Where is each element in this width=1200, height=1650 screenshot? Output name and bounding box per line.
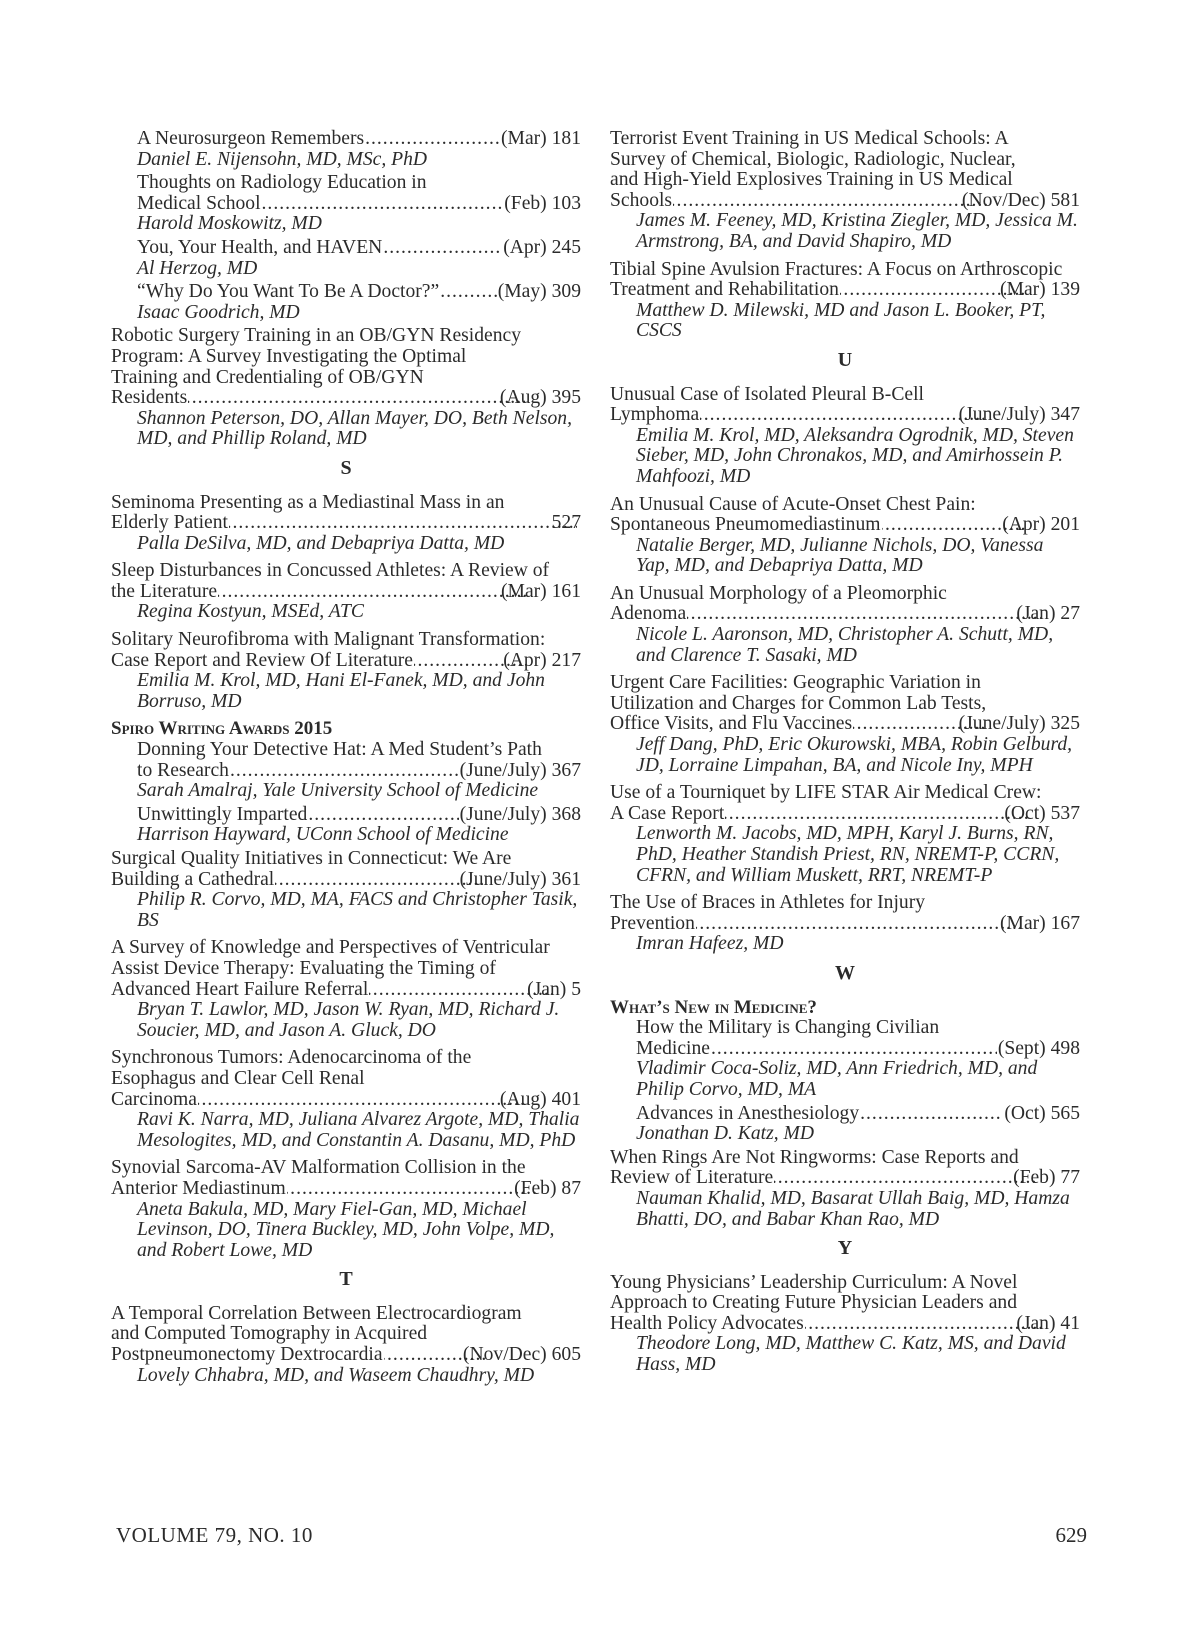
title-text: Prevention bbox=[610, 912, 695, 934]
entry-leader-line bbox=[137, 129, 581, 150]
entry-leader-line bbox=[610, 189, 1080, 212]
leader-dots bbox=[230, 761, 459, 782]
index-entry bbox=[610, 783, 1080, 886]
issue-page-ref: (Jan) 27 bbox=[1016, 603, 1080, 625]
leader-dots bbox=[860, 1104, 1003, 1125]
issue-page-ref: (Sept) 498 bbox=[997, 1037, 1080, 1059]
volume-footer: VOLUME 79, NO. 10 bbox=[116, 1523, 313, 1547]
title-line: Robotic Surgery Training in an OB/GYN Residency bbox=[111, 325, 522, 347]
entry-leader-line bbox=[636, 1039, 1080, 1060]
entry-authors: Harrison Hayward, UConn School of Medicine bbox=[137, 824, 509, 846]
entry-title bbox=[137, 238, 581, 259]
entry-authors: Al Herzog, MD bbox=[137, 257, 258, 279]
title-text: You, Your Health, and HAVEN bbox=[137, 236, 383, 258]
issue-page-ref: (Oct) 565 bbox=[1004, 1102, 1080, 1124]
index-entry bbox=[111, 1304, 581, 1386]
title-line: Young Physicians’ Leadership Curriculum: A Novel bbox=[610, 1271, 1018, 1293]
title-line: Assist Device Therapy: Evaluating the Timing of bbox=[111, 957, 496, 979]
entry-title bbox=[111, 1158, 581, 1199]
entry-title bbox=[610, 129, 1080, 211]
title-line: Program: A Survey Investigating the Optimal bbox=[111, 345, 467, 367]
issue-page-ref: (June/July) 367 bbox=[459, 759, 581, 781]
title-line: A Temporal Correlation Between Electrocardiogram bbox=[111, 1302, 522, 1324]
title-text: “Why Do You Want To Be A Doctor?” bbox=[137, 281, 440, 303]
entry-title bbox=[610, 1273, 1080, 1335]
title-line: Surgical Quality Initiatives in Connecticut: We Are bbox=[111, 848, 512, 869]
entry-leader-line bbox=[610, 279, 1080, 301]
entry-leader-line bbox=[610, 1312, 1080, 1335]
title-line: Thoughts on Radiology Education in bbox=[137, 172, 427, 194]
leader-dots bbox=[369, 980, 552, 1001]
section-heading: Spiro Writing Awards 2015 bbox=[111, 718, 333, 740]
leader-dots bbox=[287, 1179, 539, 1200]
title-line: Solitary Neurofibroma with Malignant Transformation: bbox=[111, 629, 546, 651]
entry-title bbox=[111, 1304, 581, 1366]
title-line: Seminoma Presenting as a Mediastinal Mass in an bbox=[111, 491, 505, 513]
entry-title bbox=[111, 326, 581, 408]
section-letter: U bbox=[837, 348, 853, 371]
leader-dots bbox=[673, 191, 987, 212]
title-line: Esophagus and Clear Cell Renal bbox=[111, 1067, 365, 1089]
entry-authors: Theodore Long, MD, Matthew C. Katz, MS, and David Hass, MD bbox=[636, 1333, 1066, 1376]
issue-page-ref: (Mar) 181 bbox=[501, 128, 581, 149]
index-entry bbox=[137, 238, 581, 279]
title-line: Unusual Case of Isolated Pleural B-Cell bbox=[610, 383, 924, 405]
entry-authors: Bryan T. Lawlor, MD, Jason W. Ryan, MD, Richard J. Soucier, MD, and Jason A. Gluck, DO bbox=[137, 999, 560, 1041]
entry-authors: Vladimir Coca-Soliz, MD, Ann Friedrich, MD, and Philip Corvo, MD, MA bbox=[636, 1058, 1038, 1100]
leader-dots bbox=[229, 513, 577, 534]
entry-authors: Lovely Chhabra, MD, and Waseem Chaudhry, MD bbox=[137, 1364, 535, 1386]
title-text: Adenoma bbox=[610, 603, 687, 625]
index-entry bbox=[610, 260, 1080, 342]
entry-authors: Imran Hafeez, MD bbox=[636, 933, 784, 955]
entry-title bbox=[111, 561, 581, 602]
index-entry bbox=[137, 282, 581, 323]
title-text: Treatment and Rehabilitation bbox=[610, 279, 839, 301]
index-entry bbox=[610, 495, 1080, 577]
index-entry bbox=[610, 1273, 1080, 1376]
issue-page-ref: (June/July) 368 bbox=[459, 803, 581, 825]
title-text: Carcinoma bbox=[111, 1088, 197, 1110]
title-line: Synovial Sarcoma-AV Malformation Collision in the bbox=[111, 1157, 526, 1179]
issue-page-ref: (Oct) 537 bbox=[1004, 802, 1080, 824]
entry-leader-line bbox=[111, 580, 581, 603]
title-line: The Use of Braces in Athletes for Injury bbox=[610, 892, 926, 914]
issue-page-ref: (Nov/Dec) 581 bbox=[961, 189, 1080, 211]
issue-page-ref: (May) 309 bbox=[497, 281, 581, 303]
index-entry bbox=[610, 893, 1080, 955]
page-number: 629 bbox=[1055, 1523, 1087, 1547]
entry-authors: Natalie Berger, MD, Julianne Nichols, DO, Vanessa Yap, MD, and Debapriya Datta, MD bbox=[636, 534, 1044, 577]
entry-leader-line bbox=[111, 387, 581, 409]
title-text: Lymphoma bbox=[610, 404, 700, 426]
entry-title bbox=[137, 740, 581, 781]
title-line: Approach to Creating Future Physician Leaders and bbox=[610, 1292, 1018, 1314]
issue-page-ref: (Jan) 41 bbox=[1016, 1312, 1080, 1334]
entry-authors: Aneta Bakula, MD, Mary Fiel-Gan, MD, Michael Levinson, DO, Tinera Buckley, MD, John Volpe, MD, and Robert Lowe, MD bbox=[137, 1198, 555, 1261]
leader-dots bbox=[383, 238, 502, 259]
left-column bbox=[111, 129, 581, 1393]
leader-dots bbox=[275, 870, 484, 891]
entry-leader-line bbox=[111, 1177, 581, 1200]
leader-dots bbox=[188, 388, 525, 409]
entry-leader-line bbox=[610, 802, 1080, 825]
entry-leader-line bbox=[111, 649, 581, 672]
entry-authors: Matthew D. Milewski, MD and Jason L. Booker, PT, CSCS bbox=[636, 299, 1046, 342]
leader-dots bbox=[218, 582, 526, 603]
title-line: Utilization and Charges for Common Lab Tests, bbox=[610, 692, 987, 714]
title-text: Health Policy Advocates bbox=[610, 1312, 804, 1334]
leader-dots bbox=[262, 194, 504, 215]
issue-page-ref: (June/July) 325 bbox=[958, 713, 1080, 735]
index-entry bbox=[111, 938, 581, 1041]
entry-title bbox=[610, 1148, 1080, 1189]
entry-leader-line bbox=[137, 238, 581, 259]
entry-authors: Shannon Peterson, DO, Allan Mayer, DO, Beth Nelson, MD, and Phillip Roland, MD bbox=[137, 407, 573, 450]
entry-title bbox=[610, 495, 1080, 536]
entry-authors: Palla DeSilva, MD, and Debapriya Datta, MD bbox=[137, 532, 505, 554]
entry-authors: James M. Feeney, MD, Kristina Ziegler, MD, Jessica M. Armstrong, BA, and David Shapiro, MD bbox=[636, 210, 1078, 252]
section-letter: S bbox=[340, 456, 352, 479]
issue-page-ref: (June/July) 361 bbox=[459, 868, 581, 890]
entry-authors: Emilia M. Krol, MD, Hani El-Fanek, MD, and John Borruso, MD bbox=[137, 670, 545, 712]
index-entry bbox=[137, 740, 581, 802]
entry-authors: Jonathan D. Katz, MD bbox=[636, 1123, 814, 1145]
entry-authors: Jeff Dang, PhD, Eric Okurowski, MBA, Robin Gelburd, JD, Lorraine Limpahan, BA, and Nicole Iny, MPH bbox=[636, 734, 1073, 776]
title-text: Medicine bbox=[636, 1037, 710, 1059]
index-entry bbox=[610, 584, 1080, 666]
title-text: Spontaneous Pneumomediastinum bbox=[610, 514, 881, 536]
index-entry bbox=[610, 385, 1080, 488]
title-text: Advanced Heart Failure Referral bbox=[111, 978, 369, 1000]
leader-dots bbox=[365, 129, 500, 150]
right-column bbox=[610, 129, 1080, 1383]
leader-dots bbox=[725, 804, 1029, 825]
entry-title bbox=[111, 938, 581, 1000]
issue-page-ref: (Mar) 167 bbox=[1000, 912, 1080, 934]
title-line: and Computed Tomography in Acquired bbox=[111, 1323, 428, 1345]
leader-dots bbox=[774, 1168, 1038, 1189]
entry-authors: Isaac Goodrich, MD bbox=[137, 301, 300, 323]
issue-page-ref: (Apr) 201 bbox=[1002, 514, 1080, 536]
title-line: Tibial Spine Avulsion Fractures: A Focus on Arthroscopic bbox=[610, 258, 1063, 280]
issue-page-ref: (Feb) 103 bbox=[504, 192, 581, 214]
issue-page-ref: (Mar) 139 bbox=[1000, 279, 1080, 301]
leader-dots bbox=[700, 405, 983, 426]
issue-page-ref: (Jan) 5 bbox=[527, 978, 581, 1000]
leader-dots bbox=[805, 1314, 1042, 1335]
entry-leader-line bbox=[137, 194, 581, 215]
leader-dots bbox=[440, 282, 497, 303]
title-text: Unwittingly Imparted bbox=[137, 803, 308, 825]
index-entry bbox=[111, 630, 581, 712]
title-line: Sleep Disturbances in Concussed Athletes: A Review of bbox=[111, 560, 550, 582]
section-letter: T bbox=[339, 1268, 353, 1291]
title-line: How the Military is Changing Civilian bbox=[636, 1017, 940, 1039]
title-text: Postpneumonectomy Dextrocardia bbox=[111, 1344, 383, 1366]
title-text: A Neurosurgeon Remembers bbox=[137, 128, 365, 149]
entry-title bbox=[610, 584, 1080, 625]
entry-leader-line bbox=[137, 761, 581, 782]
issue-page-ref: 527 bbox=[551, 512, 581, 534]
entry-title bbox=[137, 173, 581, 214]
entry-authors: Lenworth M. Jacobs, MD, MPH, Karyl J. Burns, RN, PhD, Heather Standish Priest, RN, NREMT-P, CCRN, CFRN, and William Muskett, RRT, NREMT-P bbox=[636, 823, 1060, 886]
index-entry bbox=[137, 173, 581, 235]
title-text: A Case Report bbox=[610, 802, 725, 824]
leader-dots bbox=[696, 914, 1025, 935]
title-text: Building a Cathedral bbox=[111, 868, 275, 890]
issue-page-ref: (Feb) 77 bbox=[1013, 1167, 1080, 1189]
title-line: and High-Yield Explosives Training in US Medical bbox=[610, 169, 1013, 191]
index-entry bbox=[610, 129, 1080, 253]
title-text: Elderly Patient bbox=[111, 512, 228, 534]
issue-page-ref: (Mar) 161 bbox=[501, 580, 581, 602]
entry-leader-line bbox=[636, 1104, 1080, 1125]
entry-title bbox=[636, 1104, 1080, 1125]
entry-leader-line bbox=[610, 1167, 1080, 1189]
entry-title bbox=[111, 1048, 581, 1110]
title-text: Advances in Anesthesiology bbox=[636, 1102, 860, 1124]
title-line: Use of a Tourniquet by LIFE STAR Air Medical Crew: bbox=[610, 782, 1042, 804]
entry-authors: Philip R. Corvo, MD, MA, FACS and Christopher Tasik, BS bbox=[137, 889, 578, 931]
entry-authors: Nicole L. Aaronson, MD, Christopher A. Schutt, MD, and Clarence T. Sasaki, MD bbox=[636, 624, 1054, 666]
leader-dots bbox=[711, 1039, 997, 1060]
index-entry bbox=[610, 1148, 1080, 1230]
title-line: Donning Your Detective Hat: A Med Student’s Path bbox=[137, 739, 542, 761]
entry-title bbox=[610, 260, 1080, 301]
index-entry bbox=[111, 493, 581, 555]
entry-leader-line bbox=[137, 282, 581, 303]
leader-dots bbox=[308, 805, 458, 826]
title-line: Urgent Care Facilities: Geographic Variation in bbox=[610, 672, 981, 694]
title-line: Terrorist Event Training in US Medical Schools: A bbox=[610, 128, 1009, 149]
title-text: Case Report and Review Of Literature bbox=[111, 649, 413, 671]
entry-title bbox=[137, 282, 581, 303]
entry-authors: Harold Moskowitz, MD bbox=[137, 213, 322, 235]
index-entry bbox=[111, 561, 581, 623]
leader-dots bbox=[687, 604, 1041, 625]
index-entry bbox=[636, 1018, 1080, 1100]
title-text: Anterior Mediastinum bbox=[111, 1177, 286, 1199]
entry-leader-line bbox=[111, 512, 581, 534]
issue-page-ref: (Nov/Dec) 605 bbox=[462, 1344, 581, 1366]
index-entry bbox=[137, 805, 581, 846]
issue-page-ref: (Aug) 395 bbox=[499, 387, 581, 409]
leader-dots bbox=[840, 280, 1025, 301]
index-entry bbox=[111, 326, 581, 450]
title-line: Synchronous Tumors: Adenocarcinoma of the bbox=[111, 1047, 472, 1069]
entry-authors: Regina Kostyun, MSEd, ATC bbox=[137, 601, 364, 623]
entry-leader-line bbox=[610, 713, 1080, 735]
entry-title bbox=[636, 1018, 1080, 1059]
entry-leader-line bbox=[610, 603, 1080, 625]
entry-leader-line bbox=[610, 514, 1080, 536]
entry-title bbox=[610, 385, 1080, 426]
issue-page-ref: (Apr) 217 bbox=[503, 649, 581, 671]
entry-leader-line bbox=[137, 805, 581, 826]
index-entry bbox=[111, 849, 581, 931]
entry-authors: Nauman Khalid, MD, Basarat Ullah Baig, MD, Hamza Bhatti, DO, and Babar Khan Rao, MD bbox=[636, 1187, 1070, 1230]
title-line: Survey of Chemical, Biologic, Radiologic, Nuclear, bbox=[610, 148, 1016, 170]
entry-authors: Emilia M. Krol, MD, Aleksandra Ogrodnik, MD, Steven Sieber, MD, John Chronakos, MD, and Amirhossein P. Mahfoozi, MD bbox=[636, 424, 1074, 487]
index-entry bbox=[137, 129, 581, 170]
entry-title bbox=[137, 805, 581, 826]
title-text: Office Visits, and Flu Vaccines bbox=[610, 713, 853, 735]
entry-leader-line bbox=[610, 912, 1080, 935]
entry-title bbox=[610, 783, 1080, 824]
entry-leader-line bbox=[111, 1088, 581, 1111]
section-letter: Y bbox=[837, 1237, 853, 1260]
issue-page-ref: (Apr) 245 bbox=[503, 236, 581, 258]
index-entry bbox=[636, 1104, 1080, 1145]
title-line: Training and Credentialing of OB/GYN bbox=[111, 366, 424, 388]
entry-leader-line bbox=[111, 1344, 581, 1366]
title-text: to Research bbox=[137, 759, 229, 781]
entry-leader-line bbox=[111, 868, 581, 891]
entry-authors: Daniel E. Nijensohn, MD, MSc, PhD bbox=[137, 148, 428, 170]
title-line: An Unusual Morphology of a Pleomorphic bbox=[610, 582, 947, 604]
title-text: Review of Literature bbox=[610, 1167, 774, 1189]
title-line: When Rings Are Not Ringworms: Case Reports and bbox=[610, 1146, 1019, 1168]
title-text: the Literature bbox=[111, 580, 218, 602]
issue-page-ref: (Aug) 401 bbox=[499, 1088, 581, 1110]
title-line: A Survey of Knowledge and Perspectives of Ventricular bbox=[111, 937, 550, 959]
title-text: Medical School bbox=[137, 192, 261, 214]
title-line: An Unusual Cause of Acute-Onset Chest Pain: bbox=[610, 493, 976, 515]
entry-title bbox=[111, 849, 581, 890]
issue-page-ref: (Feb) 87 bbox=[514, 1177, 581, 1199]
title-text: Schools bbox=[610, 189, 673, 211]
entry-title bbox=[137, 129, 581, 150]
leader-dots bbox=[198, 1090, 525, 1111]
entry-authors: Sarah Amalraj, Yale University School of Medicine bbox=[137, 780, 539, 802]
entry-title bbox=[111, 493, 581, 534]
entry-leader-line bbox=[610, 404, 1080, 426]
entry-leader-line bbox=[111, 978, 581, 1001]
section-letter: W bbox=[835, 961, 855, 984]
entry-title bbox=[610, 673, 1080, 735]
index-entry bbox=[610, 673, 1080, 776]
issue-page-ref: (June/July) 347 bbox=[958, 404, 1080, 426]
section-heading: What’s New in Medicine? bbox=[610, 996, 817, 1018]
entry-title bbox=[610, 893, 1080, 934]
entry-authors: Ravi K. Narra, MD, Juliana Alvarez Argote, MD, Thalia Mesologites, MD, and Constantin A. Dasanu, MD, PhD bbox=[137, 1109, 580, 1151]
title-text: Residents bbox=[111, 387, 188, 409]
index-entry bbox=[111, 1048, 581, 1151]
entry-title bbox=[111, 630, 581, 671]
index-entry bbox=[111, 1158, 581, 1261]
